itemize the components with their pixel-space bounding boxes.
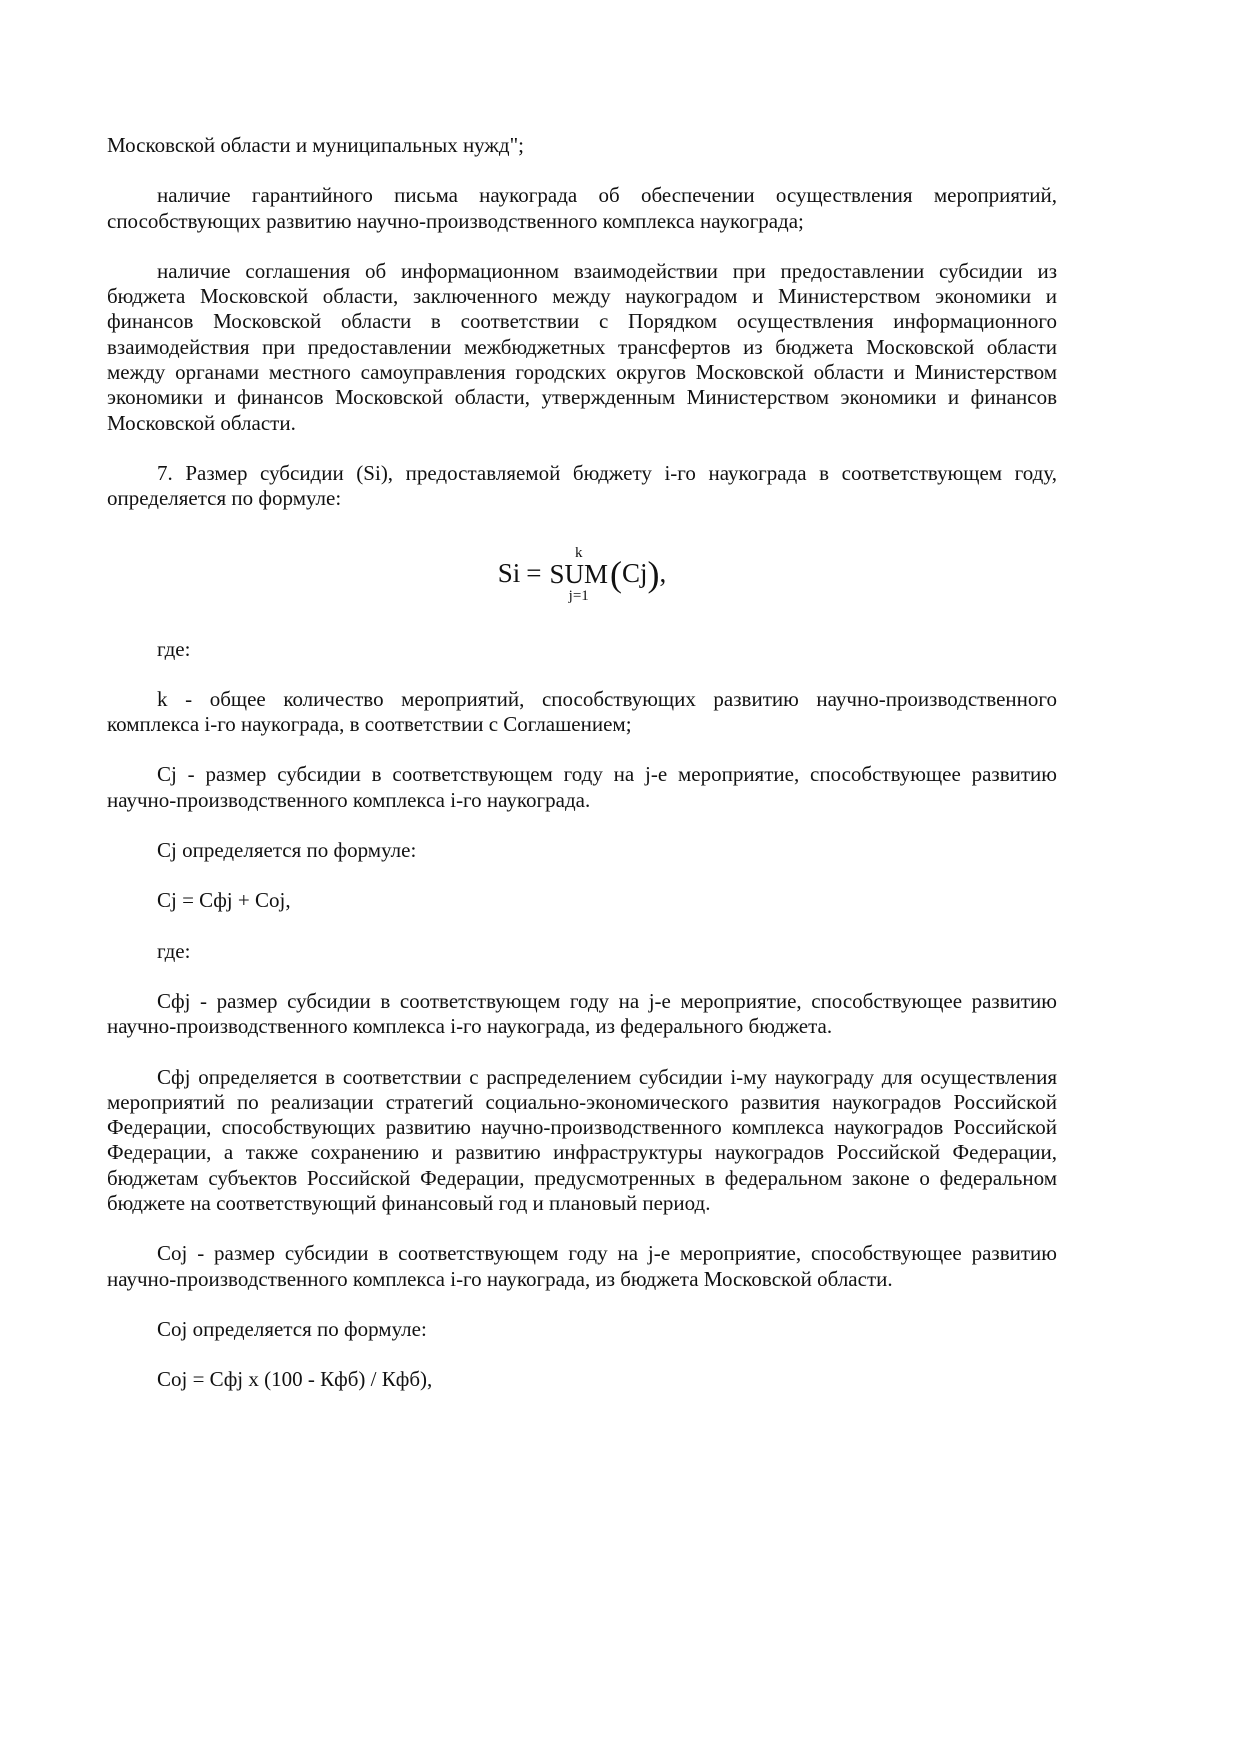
formula-eq: = (526, 558, 542, 589)
close-paren: ) (647, 554, 660, 595)
sum-operator: SUM (549, 558, 609, 589)
paragraph: наличие гарантийного письма наукограда об обеспечении осуществления мероприятий, способствующих развитию научно-производственного комплекса наукограда; (107, 183, 1057, 233)
paragraph: Московской области и муниципальных нужд"; (107, 133, 525, 157)
paragraph: Cфj - размер субсидии в соответствующем году на j-е мероприятие, способствующее развитию научно-производственного комплекса i-го наукограда, из федерального бюджета. (107, 988, 1057, 1039)
paragraph: где: (157, 636, 191, 661)
document-page (107, 133, 1057, 1418)
paragraph: k - общее количество мероприятий, способствующих развитию научно-производственного комплекса i-го наукограда, в соответствии с Соглашением; (107, 686, 1057, 737)
formula-sum (549, 545, 608, 604)
paragraph: Cj определяется по формуле: (157, 838, 417, 863)
formula-lhs: Si (497, 558, 521, 589)
paragraph: наличие соглашения об информационном взаимодействии при предоставлении субсидии из бюджета Московской области, заключенного между наукоградом и Министерством экономики и финансов Московской области в соответствии с Порядком осуществления информационного взаимодействия при предоставлении межбюджетных трансфертов из бюджета Московской области между органами местного самоуправления городских округов Московской области и Министерством экономики и финансов Московской области, утвержденным Министерством экономики и финансов Московской области. (107, 258, 1057, 435)
open-paren: ( (610, 554, 623, 595)
sum-lower-limit: j=1 (568, 587, 589, 604)
paragraph: где: (157, 938, 191, 963)
paragraph: 7. Размер субсидии (Si), предоставляемой бюджету i-го наукограда в соответствующем году, определяется по формуле: (107, 460, 1057, 511)
formula-coj: Coj = Cфj x (100 - Кфб) / Кфб), (157, 1367, 433, 1392)
paragraph: Coj - размер субсидии в соответствующем году на j-е мероприятие, способствующее развитию научно-производственного комплекса i-го наукограда, из бюджета Московской области. (107, 1241, 1057, 1291)
paragraph: Cфj определяется в соответствии с распределением субсидии i-му наукограду для осуществления мероприятий по реализации стратегий социально-экономического развития наукоградов Российской Федерации, способствующих развитию научно-производственного комплекса наукоградов Российской Федерации, а также сохранению и развитию инфраструктуры наукоградов Российской Федерации, бюджетам субъектов Российской Федерации, предусмотренных в федеральном законе о федеральном бюджете на соответствующий финансовый год и плановый период. (107, 1064, 1057, 1216)
formula-arg: Cj (622, 558, 648, 589)
paragraph: Coj определяется по формуле: (157, 1316, 427, 1341)
paragraph: Cj - размер субсидии в соответствующем году на j-е мероприятие, способствующее развитию научно-производственного комплекса i-го наукограда. (107, 762, 1057, 812)
formula-si (107, 537, 1057, 612)
formula-cj: Cj = Cфj + Coj, (157, 888, 291, 913)
sum-upper-limit: k (575, 544, 583, 561)
formula-tail: , (659, 558, 667, 589)
